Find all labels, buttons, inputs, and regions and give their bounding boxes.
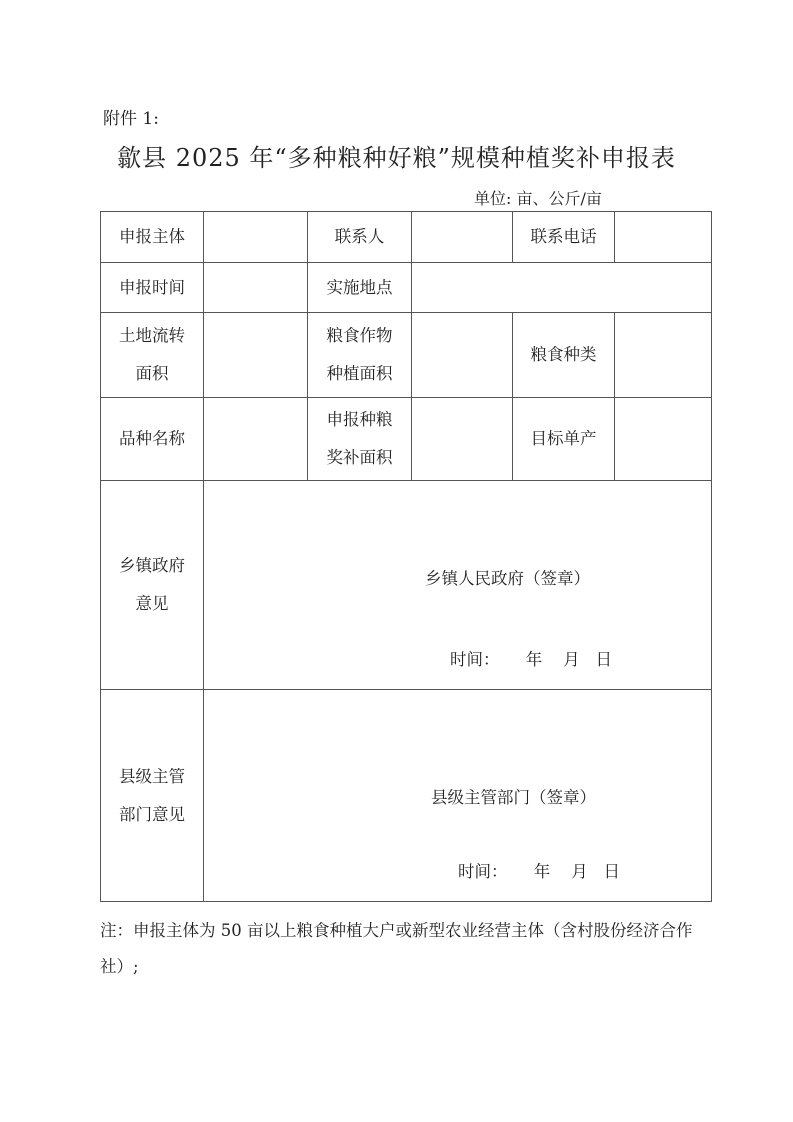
land-transfer-area-label: 土地流转 面积 (101, 313, 204, 398)
target-yield-label: 目标单产 (513, 398, 615, 481)
form-row-applicant (101, 212, 712, 263)
location-label: 实施地点 (308, 263, 412, 313)
land-transfer-area-value-cell[interactable] (204, 313, 308, 398)
contact-value-cell[interactable] (412, 212, 513, 263)
target-yield-value-cell[interactable] (615, 398, 712, 481)
time-label: 申报时间 (101, 263, 204, 313)
form-row-county-opinion (101, 690, 712, 902)
town-stamp-label: 乡镇人民政府（签章） (425, 569, 590, 588)
form-row-variety (101, 398, 712, 481)
applicant-value-cell[interactable] (204, 212, 308, 263)
county-opinion-cell[interactable] (204, 690, 712, 902)
town-date-label: 时间： 年 月 日 (450, 650, 612, 669)
form-row-time (101, 263, 712, 313)
grain-type-label: 粮食种类 (513, 313, 615, 398)
subsidy-area-value-cell[interactable] (412, 398, 513, 481)
attachment-label: 附件 1: (103, 109, 159, 129)
subsidy-area-label: 申报种粮 奖补面积 (308, 398, 412, 481)
grain-planting-area-value-cell[interactable] (412, 313, 513, 398)
form-row-land (101, 313, 712, 398)
form-title: 歙县 2025 年“多种粮种好粮”规模种植奖补申报表 (117, 144, 676, 172)
county-date-label: 时间： 年 月 日 (458, 862, 620, 881)
application-form-table (100, 211, 712, 902)
county-opinion-label: 县级主管 部门意见 (101, 690, 204, 902)
applicant-label: 申报主体 (101, 212, 204, 263)
location-value-cell[interactable] (412, 263, 712, 313)
phone-value-cell[interactable] (615, 212, 712, 263)
phone-label: 联系电话 (513, 212, 615, 263)
variety-label: 品种名称 (101, 398, 204, 481)
grain-planting-area-label: 粮食作物 种植面积 (308, 313, 412, 398)
grain-type-value-cell[interactable] (615, 313, 712, 398)
footnote: 注：申报主体为 50 亩以上粮食种植大户或新型农业经营主体（含村股份经济合作社）; (100, 921, 693, 976)
town-opinion-cell[interactable] (204, 481, 712, 690)
county-stamp-label: 县级主管部门（签章） (431, 788, 596, 807)
unit-label: 单位: 亩、公斤/亩 (474, 189, 602, 208)
town-opinion-label: 乡镇政府 意见 (101, 481, 204, 690)
variety-value-cell[interactable] (204, 398, 308, 481)
time-value-cell[interactable] (204, 263, 308, 313)
form-row-town-opinion (101, 481, 712, 690)
contact-label: 联系人 (308, 212, 412, 263)
